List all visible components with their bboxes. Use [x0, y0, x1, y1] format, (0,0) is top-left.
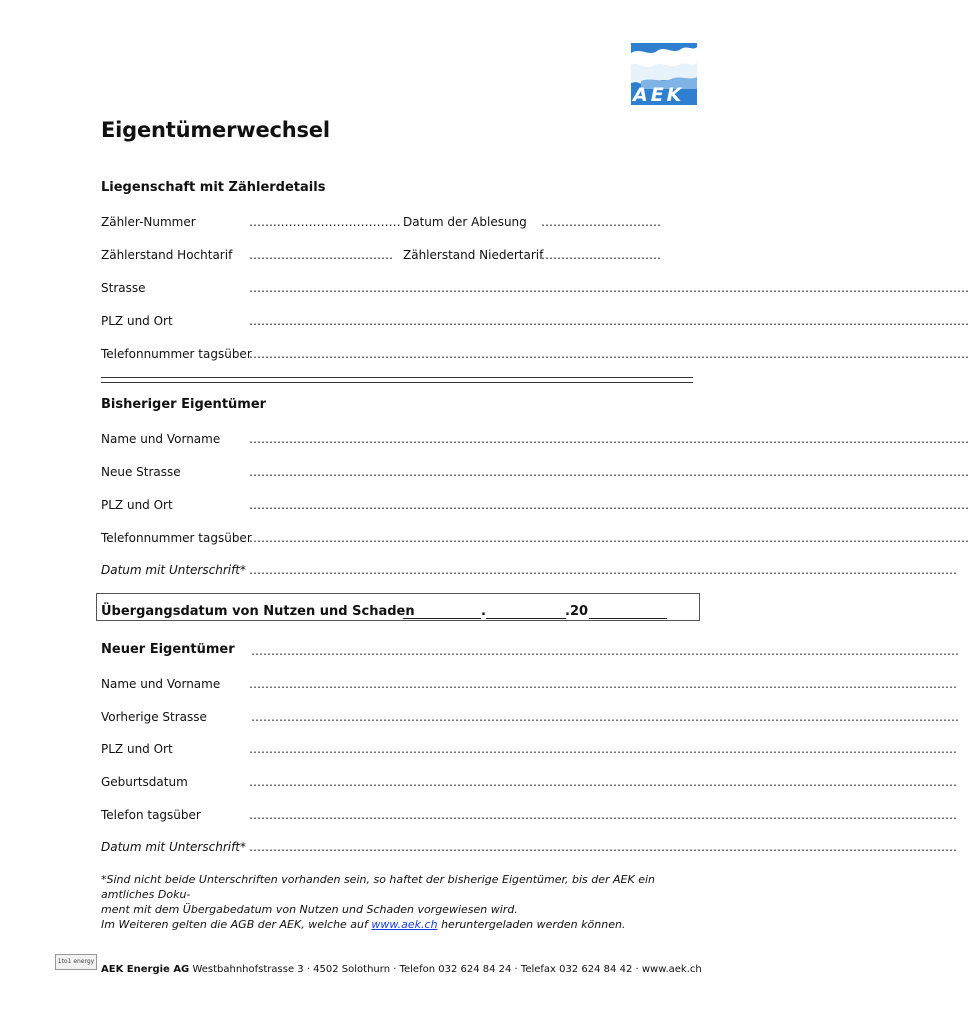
label-datum-unterschrift: Datum mit Unterschrift*	[101, 563, 247, 577]
logo-wordmark: AEK	[633, 84, 685, 106]
label-name-vorname-3: Name und Vorname	[101, 677, 221, 691]
footer-company: AEK Energie AG	[101, 964, 190, 975]
label-geburtsdatum: Geburtsdatum	[101, 775, 188, 789]
label-datum-unterschrift-3: Datum mit Unterschrift*	[101, 840, 247, 854]
label-uebergangsdatum: Übergangsdatum von Nutzen und Schaden	[101, 604, 415, 619]
field-plz-ort[interactable]: ………………………………………………………………………………………………………………………………………………………………	[249, 314, 969, 328]
field-plz-ort-3[interactable]: ……………………………………………………………………………………………………………………………………………………………	[249, 742, 957, 756]
field-transfer-day[interactable]	[403, 618, 481, 619]
field-zaehler-nummer[interactable]: ……..…………………………	[249, 215, 401, 229]
transfer-year-prefix: .20	[565, 604, 589, 619]
footer	[101, 964, 702, 975]
footnote-line-3	[101, 917, 701, 932]
footnote-line-3-pre: Im Weiteren gelten die AGB der AEK, welche auf	[101, 918, 372, 931]
label-plz-ort-3: PLZ und Ort	[101, 742, 173, 756]
label-vorherige-strasse: Vorherige Strasse	[101, 710, 207, 724]
page-title: Eigentümerwechsel	[101, 118, 330, 142]
energy-seal-logo: 1to1 energy	[55, 954, 97, 970]
label-telefon-3: Telefon tagsüber	[101, 808, 201, 822]
label-strasse: Strasse	[101, 281, 146, 295]
field-telefon-3[interactable]: ……………………………………………………………………………………………………………………………………………………………	[249, 808, 957, 822]
footnote-line-1: *Sind nicht beide Unterschriften vorhanden sein, so haftet der bisherige Eigentümer, bis der AEK ein amtliches Doku-	[101, 873, 656, 901]
label-plz-ort: PLZ und Ort	[101, 314, 173, 328]
field-geburtsdatum[interactable]: ……………………………………………………………………………………………………………………………………………………………	[249, 775, 957, 789]
field-datum-unterschrift[interactable]: ……………………………………………………………………………………………………………………………………………………………	[249, 563, 957, 577]
field-vorherige-strasse[interactable]: ……………………………………………………………………………………………………………………………………………………………	[251, 710, 959, 724]
field-telefon[interactable]: ………………………………………………………………………………………………………………………………………………………………	[249, 347, 969, 361]
footer-address: Westbahnhofstrasse 3 · 4502 Solothurn · Telefon 032 624 84 24 · Telefax 032 624 84 42 · www.aek.ch	[189, 964, 702, 975]
label-hochtarif: Zählerstand Hochtarif	[101, 248, 233, 262]
field-datum-unterschrift-3[interactable]: ……………………………………………………………………………………………………………………………………………………………	[249, 840, 957, 854]
field-name-vorname-3[interactable]: ……………………………………………………………………………………………………………………………………………………………	[249, 677, 957, 691]
field-transfer-year[interactable]	[589, 618, 667, 619]
field-neuer-eigentuemer[interactable]: ……………………………………………………………………………………………………………………………………………………………	[251, 644, 959, 658]
field-telefon-2[interactable]: ………………………………………………………………………………………………………………………………………………………………	[249, 531, 969, 545]
footnote-line-2: ment mit dem Übergabedatum von Nutzen und Schaden vorgewiesen wird.	[101, 903, 518, 916]
section-separator	[101, 377, 693, 383]
label-plz-ort-2: PLZ und Ort	[101, 498, 173, 512]
footnote	[101, 872, 701, 932]
field-niedertarif[interactable]: …………………………	[541, 248, 661, 262]
transfer-dot: .	[481, 604, 486, 619]
label-niedertarif: Zählerstand Niedertarif	[403, 248, 544, 262]
label-telefon-2: Telefonnummer tagsüber	[101, 531, 252, 545]
label-zaehler-nummer: Zähler-Nummer	[101, 215, 196, 229]
field-hochtarif[interactable]: ………………………………	[249, 248, 393, 262]
field-datum-ablesung[interactable]: …………………………	[541, 215, 661, 229]
section-heading-neuer: Neuer Eigentümer	[101, 642, 235, 657]
label-datum-ablesung: Datum der Ablesung	[403, 215, 527, 229]
section-heading-bisheriger: Bisheriger Eigentümer	[101, 397, 267, 412]
field-strasse[interactable]: ………………………………………………………………………………………………………………………………………………………………	[249, 281, 969, 295]
field-name-vorname[interactable]: ………………………………………………………………………………………………………………………………………………………………	[249, 432, 969, 446]
field-transfer-month[interactable]	[486, 618, 566, 619]
label-neue-strasse: Neue Strasse	[101, 465, 181, 479]
aek-website-link[interactable]: www.aek.ch	[371, 918, 438, 931]
field-plz-ort-2[interactable]: ………………………………………………………………………………………………………………………………………………………………	[249, 498, 969, 512]
section-heading-liegenschaft: Liegenschaft mit Zählerdetails	[101, 180, 326, 195]
field-neue-strasse[interactable]: ………………………………………………………………………………………………………………………………………………………………	[249, 465, 969, 479]
footnote-line-3-post: heruntergeladen werden können.	[437, 918, 626, 931]
label-name-vorname: Name und Vorname	[101, 432, 221, 446]
label-telefon: Telefonnummer tagsüber	[101, 347, 252, 361]
